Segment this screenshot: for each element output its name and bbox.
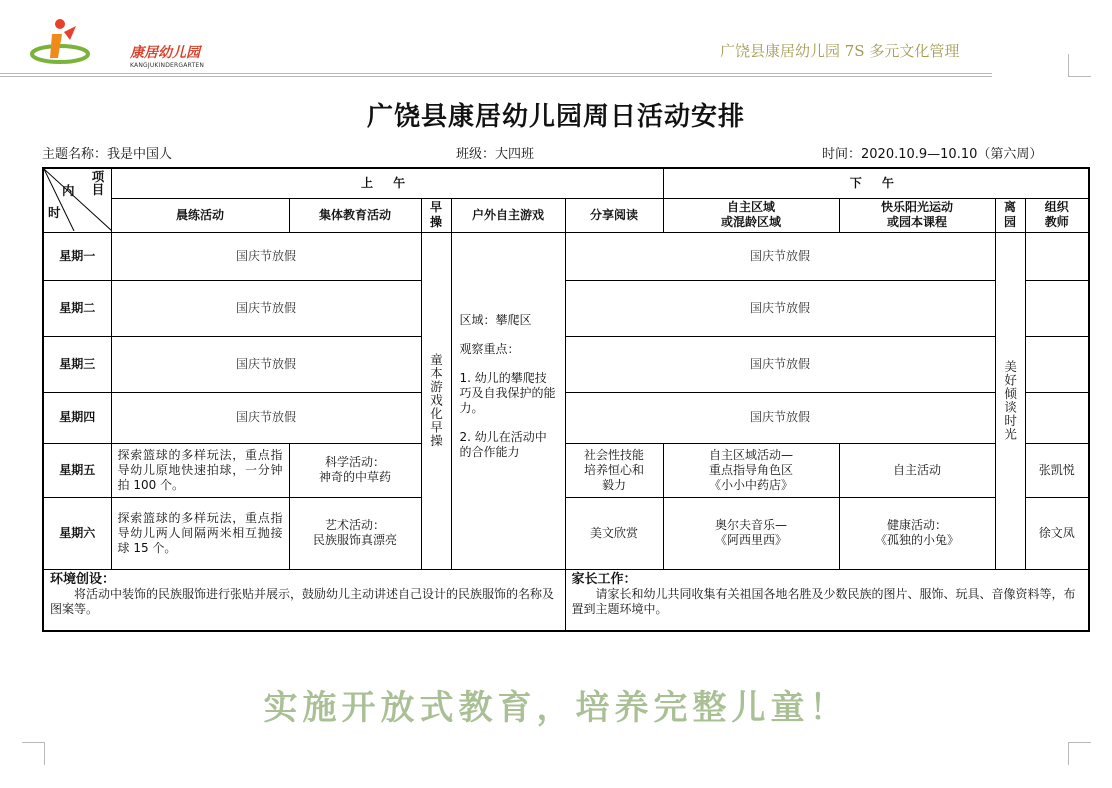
- friday-group-activity: 科学活动： 神奇的中草药: [289, 443, 421, 497]
- morning-header: 上 午: [111, 168, 663, 198]
- leave-cell: 美好倾谈时光: [995, 232, 1025, 569]
- friday-zone: 自主区域活动— 重点指导角色区 《小小中药店》: [663, 443, 839, 497]
- holiday-cell: 国庆节放假: [111, 280, 421, 336]
- col-morning-exercise: 晨练活动: [111, 198, 289, 232]
- header-management-title: 广饶县康居幼儿园 7S 多元文化管理: [720, 42, 960, 60]
- schedule-table: [42, 167, 1090, 632]
- col-outdoor-game: 户外自主游戏: [451, 198, 565, 232]
- outdoor-focus-2: 2. 幼儿在活动中的合作能力: [459, 429, 547, 459]
- day-label: 星期四: [43, 392, 111, 443]
- holiday-cell: 国庆节放假: [565, 336, 995, 392]
- outdoor-game-cell: [451, 232, 565, 569]
- table-row: [43, 336, 1089, 392]
- teacher-cell-empty: [1025, 392, 1089, 443]
- kindergarten-logo: [30, 14, 205, 69]
- corner-mark-bottom-left: [22, 742, 45, 765]
- saturday-sport: 健康活动： 《孤独的小兔》: [839, 497, 995, 569]
- table-row: [43, 443, 1089, 497]
- day-label: 星期六: [43, 497, 111, 569]
- early-exercise-cell: 童本游戏化早操: [421, 232, 451, 569]
- holiday-cell: 国庆节放假: [111, 232, 421, 280]
- col-early-exercise: 早操: [421, 198, 451, 232]
- teacher-cell-empty: [1025, 336, 1089, 392]
- environment-label: 环境创设：: [50, 571, 116, 587]
- col-zone: 自主区域 或混龄区域: [663, 198, 839, 232]
- day-label: 星期二: [43, 280, 111, 336]
- col-reading: 分享阅读: [565, 198, 663, 232]
- day-label: 星期一: [43, 232, 111, 280]
- logo-text: 康居幼儿园: [130, 45, 200, 61]
- holiday-cell: 国庆节放假: [565, 280, 995, 336]
- date-range: 时间：2020.10.9—10.10（第六周）: [822, 147, 1043, 162]
- outdoor-focus-1: 1. 幼儿的攀爬技巧及自我保护的能力。: [459, 370, 556, 415]
- holiday-cell: 国庆节放假: [111, 392, 421, 443]
- friday-sport: 自主活动: [839, 443, 995, 497]
- page-title: 广饶县康居幼儿园周日活动安排: [366, 102, 745, 132]
- logo-subtitle: KANGJUKINDERGARTEN: [130, 62, 205, 69]
- teacher-cell-empty: [1025, 280, 1089, 336]
- table-row: [43, 392, 1089, 443]
- theme-name: 主题名称：我是中国人: [42, 147, 173, 162]
- afternoon-header: 下 午: [663, 168, 1089, 198]
- parent-work-text: 请家长和幼儿共同收集有关祖国各地名胜及少数民族的图片、服饰、玩具、音像资料等，布置到主题环境中。: [571, 586, 1076, 616]
- col-sport: 快乐阳光运动 或园本课程: [839, 198, 995, 232]
- saturday-zone: 奥尔夫音乐— 《阿西里西》: [663, 497, 839, 569]
- saturday-morning-exercise: 探索篮球的多样玩法，重点指导幼儿两人间隔两米相互抛接球 15 个。: [111, 497, 289, 569]
- parent-work-cell: [565, 569, 1089, 631]
- table-row: [43, 232, 1089, 280]
- corner-time-label: 时: [48, 205, 61, 221]
- corner-mark-top-right: [1068, 54, 1091, 77]
- parent-work-label: 家长工作：: [571, 571, 637, 587]
- holiday-cell: 国庆节放假: [565, 232, 995, 280]
- saturday-teacher: 徐文凤: [1025, 497, 1089, 569]
- friday-reading: 社会性技能 培养恒心和 毅力: [565, 443, 663, 497]
- corner-mark-bottom-right: [1068, 742, 1091, 765]
- friday-teacher: 张凯悦: [1025, 443, 1089, 497]
- saturday-group-activity: 艺术活动： 民族服饰真漂亮: [289, 497, 421, 569]
- environment-setup-cell: [43, 569, 565, 631]
- day-label: 星期三: [43, 336, 111, 392]
- teacher-cell-empty: [1025, 232, 1089, 280]
- outdoor-focus-title: 观察重点：: [459, 341, 520, 356]
- table-row: [43, 497, 1089, 569]
- corner-item-label: 项目: [91, 169, 105, 198]
- saturday-reading: 美文欣赏: [565, 497, 663, 569]
- friday-morning-exercise: 探索篮球的多样玩法，重点指导幼儿原地快速拍球，一分钟拍 100 个。: [111, 443, 289, 497]
- header-divider-secondary: [0, 76, 992, 77]
- day-label: 星期五: [43, 443, 111, 497]
- corner-header-cell: [43, 168, 111, 232]
- holiday-cell: 国庆节放假: [111, 336, 421, 392]
- header-divider: [0, 73, 992, 74]
- logo-mark-icon: [30, 14, 100, 66]
- holiday-cell: 国庆节放假: [565, 392, 995, 443]
- col-teacher: 组织 教师: [1025, 198, 1089, 232]
- table-row: [43, 280, 1089, 336]
- class-name: 班级：大四班: [456, 147, 535, 162]
- corner-content-label: 内: [62, 183, 75, 199]
- col-group-education: 集体教育活动: [289, 198, 421, 232]
- col-leave: 离园: [995, 198, 1025, 232]
- motto-slogan: 实施开放式教育，培养完整儿童！: [263, 688, 849, 728]
- environment-text: 将活动中装饰的民族服饰进行张贴并展示，鼓励幼儿主动讲述自己设计的民族服饰的名称及图案等。: [50, 586, 555, 616]
- outdoor-area: 区域：攀爬区: [459, 312, 532, 327]
